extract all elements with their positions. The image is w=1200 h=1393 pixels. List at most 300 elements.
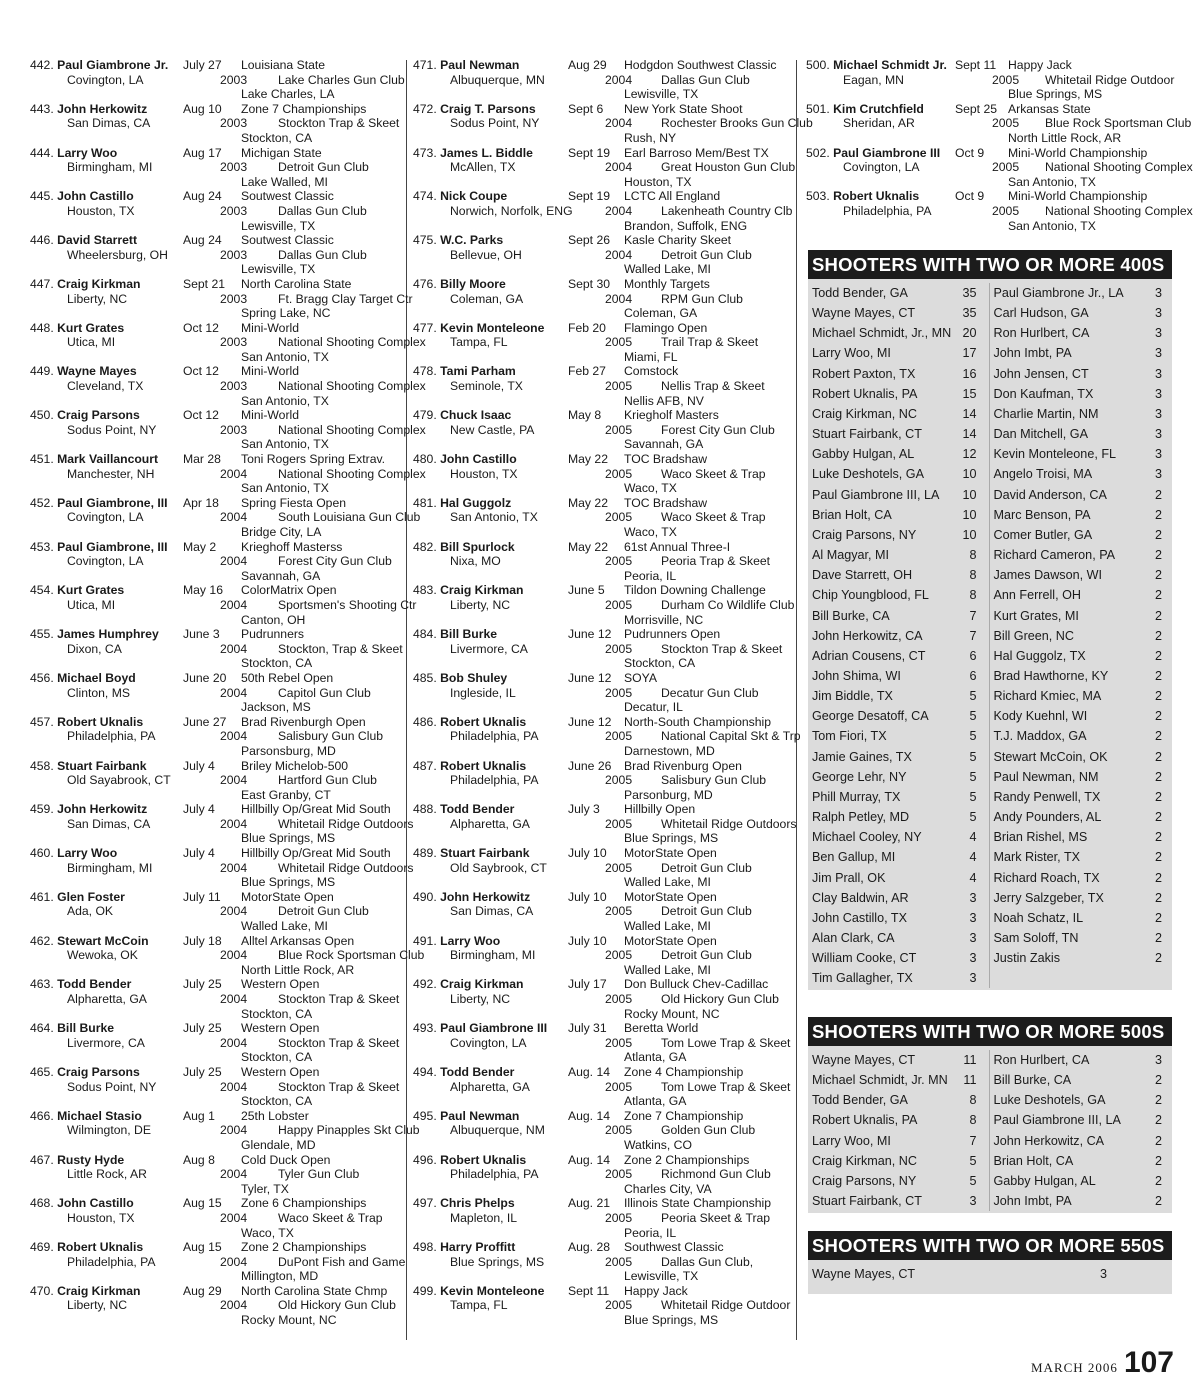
shooter-count: 6 xyxy=(969,648,977,663)
shooter-city: Covington, LA xyxy=(67,510,144,525)
record-date-cell xyxy=(183,146,241,161)
shooter-label: Comer Butler, GA xyxy=(993,527,1093,542)
record-name-cell xyxy=(30,598,220,613)
shooter-count: 2 xyxy=(1154,1093,1162,1108)
record-line xyxy=(413,1284,790,1299)
event-location: Walled Lake, MI xyxy=(624,962,711,977)
record-date-cell xyxy=(183,58,241,73)
record-date-cell xyxy=(220,904,278,919)
record-name-cell xyxy=(413,934,568,949)
record-entry xyxy=(413,321,790,365)
record-name-cell xyxy=(30,1182,183,1197)
record-name-cell xyxy=(30,1080,220,1095)
record-entry xyxy=(413,364,790,408)
record-line xyxy=(30,948,425,963)
record-date-cell xyxy=(605,1211,661,1226)
record-name-cell xyxy=(413,189,568,204)
record-name-cell xyxy=(413,890,568,905)
record-event-cell xyxy=(241,934,402,949)
record-date-cell xyxy=(220,1255,278,1270)
record-month-day: July 27 xyxy=(183,58,222,72)
record-line xyxy=(30,1269,402,1284)
record-month-day: July 10 xyxy=(568,846,607,861)
record-line xyxy=(30,831,402,846)
shooter-count: 2 xyxy=(1154,689,1162,704)
event-club: Waco Skeet & Trap xyxy=(661,466,766,481)
record-event-cell xyxy=(241,540,402,555)
shooter-count-row xyxy=(994,525,1167,545)
record-event-cell xyxy=(624,759,790,774)
shooter-count: 2 xyxy=(1154,1113,1162,1128)
record-line xyxy=(413,715,790,730)
record-date-cell xyxy=(183,321,241,336)
record-name-cell xyxy=(413,875,568,890)
record-event-cell xyxy=(624,175,790,190)
shooter-label: Gabby Hulgan, AL xyxy=(812,447,915,462)
record-name-cell xyxy=(30,467,220,482)
record-month-day: Sept 26 xyxy=(568,233,611,248)
event-location: San Antonio, TX xyxy=(241,437,329,452)
shooter-label: John Herkowitz, CA xyxy=(993,1133,1105,1148)
record-date-cell xyxy=(183,700,241,715)
record-date-cell xyxy=(605,379,661,394)
record-month-day: May 22 xyxy=(568,495,608,510)
record-name-cell xyxy=(30,87,183,102)
record-year: 2004 xyxy=(220,904,248,919)
record-year: 2003 xyxy=(220,160,248,175)
event-location: Stockton, CA xyxy=(241,656,313,671)
record-line xyxy=(806,160,1193,175)
record-line xyxy=(413,58,790,73)
record-line xyxy=(413,1182,790,1197)
record-number: 478. xyxy=(413,364,437,379)
shooter-label: George Lehr, NY xyxy=(812,769,907,784)
record-date-cell xyxy=(605,861,661,876)
event-club: Trail Trap & Skeet xyxy=(661,335,759,350)
record-event-cell xyxy=(661,554,790,569)
record-name-cell xyxy=(806,204,992,219)
record-month-day: July 4 xyxy=(183,802,215,817)
record-date-cell xyxy=(605,598,661,613)
record-event-cell xyxy=(661,904,790,919)
record-event-cell xyxy=(278,160,402,175)
record-event-cell xyxy=(241,831,402,846)
record-line xyxy=(30,569,402,584)
event-location: Rocky Mount, NC xyxy=(241,1313,337,1328)
shooter-count: 3 xyxy=(1154,366,1162,381)
shooter-city: Albuquerque, NM xyxy=(450,1123,545,1138)
record-name-cell xyxy=(30,321,183,336)
shooter-count: 7 xyxy=(969,1133,977,1148)
shooter-count: 4 xyxy=(969,870,977,885)
shooter-count: 3 xyxy=(1154,326,1162,341)
shooter-count-row xyxy=(812,686,985,706)
record-date-cell xyxy=(183,715,241,730)
shooter-name: Paul Giambrone, III xyxy=(57,495,168,510)
record-month-day: July 25 xyxy=(183,977,222,992)
record-entry xyxy=(413,496,790,540)
record-name-cell xyxy=(30,58,183,73)
shooter-count-row xyxy=(812,948,985,968)
record-date-cell xyxy=(605,510,661,525)
shooter-city: Dixon, CA xyxy=(67,641,122,656)
section-400s-title: SHOOTERS WITH TWO OR MORE 400S xyxy=(808,250,1172,279)
record-name-cell xyxy=(30,919,183,934)
record-name-cell xyxy=(413,904,605,919)
record-date-cell xyxy=(992,160,1045,175)
event-club: South Louisiana Gun Club xyxy=(278,510,421,525)
record-name-cell xyxy=(30,715,183,730)
record-line xyxy=(30,160,402,175)
record-line xyxy=(413,948,790,963)
record-date-cell xyxy=(955,219,1008,234)
event-location: Glendale, MD xyxy=(241,1137,316,1152)
shooter-count-row xyxy=(994,706,1167,726)
record-name-cell xyxy=(30,671,183,686)
shooter-label: Craig Parsons, NY xyxy=(812,1173,917,1188)
event-club: Peoria Skeet & Trap xyxy=(661,1210,771,1225)
record-date-cell xyxy=(568,788,624,803)
shooter-name: Kim Crutchfield xyxy=(833,101,924,116)
record-event-cell xyxy=(624,364,790,379)
record-year: 2004 xyxy=(220,554,248,569)
record-line xyxy=(30,72,405,88)
record-event-cell xyxy=(241,496,402,511)
record-name-cell xyxy=(413,481,568,496)
record-name-cell xyxy=(413,233,568,248)
shooter-label: Ben Gallup, MI xyxy=(812,850,896,865)
record-entry xyxy=(413,627,790,671)
record-date-cell xyxy=(955,58,1008,73)
record-line xyxy=(30,1007,402,1022)
shooter-count-row xyxy=(994,505,1167,525)
record-date-cell xyxy=(183,1021,241,1036)
record-date-cell xyxy=(220,1123,278,1138)
record-date-cell xyxy=(183,364,241,379)
record-name-cell xyxy=(413,744,568,759)
record-number: 492. xyxy=(413,977,437,992)
shooter-label: Luke Deshotels, GA xyxy=(993,1093,1106,1108)
event-location: Blue Springs, MS xyxy=(241,875,336,890)
record-date-cell xyxy=(568,394,624,409)
shooter-city: Mapleton, IL xyxy=(450,1210,518,1225)
record-name-cell xyxy=(413,437,568,452)
record-number: 454. xyxy=(30,583,54,598)
record-event-cell xyxy=(624,1050,790,1065)
event-club: Detroit Gun Club xyxy=(278,904,369,919)
record-name-cell xyxy=(30,554,220,569)
record-event-cell xyxy=(624,1182,790,1197)
record-year: 2003 xyxy=(220,422,248,437)
shooter-name: Kurt Grates xyxy=(57,583,125,598)
shooter-count: 11 xyxy=(963,1073,977,1088)
record-line xyxy=(30,773,402,788)
event-location: Blue Springs, MS xyxy=(1008,87,1103,102)
shooter-count-row xyxy=(812,1151,985,1171)
shooter-label: Wayne Mayes, CT xyxy=(812,306,916,321)
shooter-label: Tim Gallagher, TX xyxy=(812,971,913,986)
record-line xyxy=(413,1255,790,1270)
shooter-count-row xyxy=(994,303,1167,323)
record-event-cell xyxy=(624,102,790,117)
shooter-city: Houston, TX xyxy=(67,203,135,218)
record-line xyxy=(30,1109,402,1124)
record-line xyxy=(413,613,790,628)
record-event-cell xyxy=(241,350,402,365)
record-event-cell xyxy=(624,1021,790,1036)
record-event-cell xyxy=(241,1153,402,1168)
record-name-cell xyxy=(413,219,568,234)
shooter-count-row xyxy=(994,545,1167,565)
event-name: North Carolina State xyxy=(241,276,352,291)
record-year: 2005 xyxy=(605,816,633,831)
record-event-cell xyxy=(661,992,790,1007)
shooter-count-row xyxy=(994,726,1167,746)
record-event-cell xyxy=(241,1313,402,1328)
record-event-cell xyxy=(241,569,402,584)
record-event-cell xyxy=(241,613,402,628)
record-date-cell xyxy=(220,467,278,482)
record-year: 2005 xyxy=(605,554,633,569)
shooter-label: Carl Hudson, GA xyxy=(993,306,1089,321)
record-date-cell xyxy=(183,189,241,204)
shooter-city: Wewoka, OK xyxy=(67,948,138,963)
record-line xyxy=(30,350,402,365)
record-date-cell xyxy=(605,204,661,219)
record-event-cell xyxy=(624,1094,790,1109)
record-month-day: July 4 xyxy=(183,758,215,773)
shooter-count-row xyxy=(812,706,985,726)
record-line xyxy=(30,321,402,336)
shooter-count-row xyxy=(812,545,985,565)
record-date-cell xyxy=(568,1138,624,1153)
record-entry xyxy=(30,715,402,759)
record-date-cell xyxy=(955,131,1008,146)
event-name: Soutwest Classic xyxy=(241,189,334,204)
shooter-label: Marc Benson, PA xyxy=(993,507,1091,522)
shooter-name: James L. Biddle xyxy=(440,145,533,160)
record-event-cell xyxy=(278,1123,420,1138)
record-date-cell xyxy=(220,510,278,525)
shooter-count: 11 xyxy=(963,1053,977,1067)
record-year: 2004 xyxy=(220,1167,248,1182)
shooter-count: 2 xyxy=(1154,548,1162,563)
record-event-cell xyxy=(278,861,413,876)
shooter-city: Birmingham, MI xyxy=(67,160,153,175)
record-line xyxy=(30,656,402,671)
shooter-city: Covington, LA xyxy=(67,72,144,87)
record-event-cell xyxy=(624,233,790,248)
record-line xyxy=(413,350,790,365)
record-year: 2005 xyxy=(992,203,1020,218)
record-date-cell xyxy=(220,992,278,1007)
record-line xyxy=(413,919,790,934)
record-line xyxy=(30,394,402,409)
shooter-name: James Humphrey xyxy=(57,627,159,642)
shooter-count: 2 xyxy=(1154,1153,1162,1168)
shooter-count: 2 xyxy=(1154,487,1162,502)
record-date-cell xyxy=(183,875,241,890)
shooter-count-row xyxy=(812,827,985,847)
shooter-count: 5 xyxy=(969,769,977,784)
record-name-cell xyxy=(413,204,605,219)
record-line xyxy=(413,816,797,832)
shooter-name: Michael Schmidt Jr. xyxy=(833,58,947,72)
record-event-cell xyxy=(241,963,402,978)
shooter-city: Sheridan, AR xyxy=(843,116,915,131)
record-name-cell xyxy=(30,1313,183,1328)
record-name-cell xyxy=(413,350,568,365)
event-location: Walled Lake, MI xyxy=(624,919,711,934)
shooter-name: Michael Stasio xyxy=(57,1108,142,1123)
shooter-name: Paul Newman xyxy=(440,1108,520,1123)
record-name-cell xyxy=(30,248,220,263)
record-event-cell xyxy=(241,87,402,102)
record-line xyxy=(413,1094,790,1109)
shooter-count-row xyxy=(812,807,985,827)
record-date-cell xyxy=(183,277,241,292)
record-date-cell xyxy=(183,452,241,467)
record-name-cell xyxy=(30,481,183,496)
shooter-name: Chris Phelps xyxy=(440,1196,515,1211)
record-line xyxy=(413,277,790,292)
shooter-label: Richard Cameron, PA xyxy=(993,548,1116,563)
event-club: Sportsmen's Shooting Ctr xyxy=(278,597,417,612)
record-year: 2005 xyxy=(992,116,1020,131)
record-line xyxy=(30,408,402,423)
record-name-cell xyxy=(413,948,605,963)
record-name-cell xyxy=(413,1050,568,1065)
record-name-cell xyxy=(413,540,568,555)
record-year: 2004 xyxy=(220,816,248,831)
record-date-cell xyxy=(992,204,1045,219)
record-date-cell xyxy=(220,1298,278,1313)
record-date-cell xyxy=(605,1167,661,1182)
record-event-cell xyxy=(278,1036,402,1051)
shooter-count-row xyxy=(994,585,1167,605)
shooter-label: William Cooke, CT xyxy=(812,951,917,966)
shooter-count: 2 xyxy=(1154,789,1162,804)
shooter-count: 2 xyxy=(1154,1194,1162,1209)
event-name: Zone 4 Championship xyxy=(624,1064,744,1079)
record-name-cell xyxy=(30,1269,183,1284)
shooter-count: 2 xyxy=(1154,769,1162,784)
record-name-cell xyxy=(30,904,220,919)
record-name-cell xyxy=(30,1050,183,1065)
record-line xyxy=(413,1196,790,1211)
event-club: Peoria Trap & Skeet xyxy=(661,554,771,569)
record-name-cell xyxy=(30,1226,183,1241)
shooter-count: 2 xyxy=(1154,951,1162,966)
shooter-city: Wilmington, DE xyxy=(67,1123,151,1138)
record-entry xyxy=(413,1196,790,1240)
record-name-cell xyxy=(30,686,220,701)
record-event-cell xyxy=(1008,131,1172,146)
record-line xyxy=(413,1226,790,1241)
shooter-name: Hal Guggolz xyxy=(440,495,512,510)
record-number: 495. xyxy=(413,1108,437,1123)
event-club: Old Hickory Gun Club xyxy=(661,992,779,1006)
record-event-cell xyxy=(1008,146,1172,161)
record-line xyxy=(413,1167,790,1182)
shooter-label: John Imbt, PA xyxy=(993,1194,1072,1209)
record-date-cell xyxy=(568,1007,624,1022)
record-line xyxy=(413,729,801,744)
record-name-cell xyxy=(30,408,183,423)
shooter-name: Robert Uknalis xyxy=(57,1240,144,1255)
event-club: Detroit Gun Club xyxy=(661,247,752,262)
record-date-cell xyxy=(605,904,661,919)
record-date-cell xyxy=(955,102,1008,117)
record-entry xyxy=(413,1109,790,1153)
record-name-cell xyxy=(30,1284,183,1299)
shooter-count: 2 xyxy=(1154,568,1162,583)
record-event-cell xyxy=(624,189,790,204)
record-name-cell xyxy=(30,1021,183,1036)
record-name-cell xyxy=(30,292,220,307)
record-line xyxy=(413,248,790,263)
record-line xyxy=(806,102,1172,117)
shooter-name: Bill Burke xyxy=(440,627,498,642)
record-event-cell xyxy=(661,116,813,131)
record-line xyxy=(30,788,402,803)
record-line xyxy=(413,219,790,234)
shooter-name: Craig Parsons xyxy=(57,1064,140,1079)
record-date-cell xyxy=(605,1080,661,1095)
record-name-cell xyxy=(413,321,568,336)
record-line xyxy=(30,219,402,234)
record-event-cell xyxy=(661,1211,790,1226)
shooter-label: Paul Newman, NM xyxy=(993,769,1099,784)
record-line xyxy=(413,890,790,905)
event-name: Toni Rogers Spring Extrav. xyxy=(241,452,386,467)
event-name: Happy Jack xyxy=(624,1283,688,1298)
record-name-cell xyxy=(413,131,568,146)
event-location: Savannah, GA xyxy=(241,568,321,583)
shooter-count: 3 xyxy=(1154,447,1162,462)
record-name-cell xyxy=(806,175,955,190)
record-date-cell xyxy=(183,759,241,774)
record-number: 467. xyxy=(30,1152,54,1167)
record-month-day: Aug 1 xyxy=(183,1108,215,1123)
record-name-cell xyxy=(30,306,183,321)
event-location: Charles City, VA xyxy=(624,1181,712,1196)
record-date-cell xyxy=(220,554,278,569)
event-location: San Antonio, TX xyxy=(241,349,329,364)
shooter-count: 8 xyxy=(969,548,977,563)
record-event-cell xyxy=(624,1240,790,1255)
record-line xyxy=(30,146,402,161)
record-line xyxy=(413,102,790,117)
record-line xyxy=(30,700,402,715)
record-entry xyxy=(413,846,790,890)
event-name: North Carolina State Chmp xyxy=(241,1283,388,1298)
record-line xyxy=(30,233,402,248)
record-line xyxy=(30,1050,402,1065)
record-year: 2004 xyxy=(605,247,633,262)
event-club: Whitetail Ridge Outdoor xyxy=(661,1298,791,1313)
record-event-cell xyxy=(278,729,402,744)
shooter-count-row xyxy=(812,1131,985,1151)
record-entry xyxy=(413,1240,790,1284)
record-name-cell xyxy=(413,817,605,832)
shooter-city: San Dimas, CA xyxy=(67,816,151,831)
event-club: Salisbury Gun Club xyxy=(278,729,383,744)
event-name: MotorState Open xyxy=(241,889,334,904)
record-line xyxy=(30,992,402,1007)
shooter-name: Michael Boyd xyxy=(57,670,136,685)
record-name-cell xyxy=(413,262,568,277)
